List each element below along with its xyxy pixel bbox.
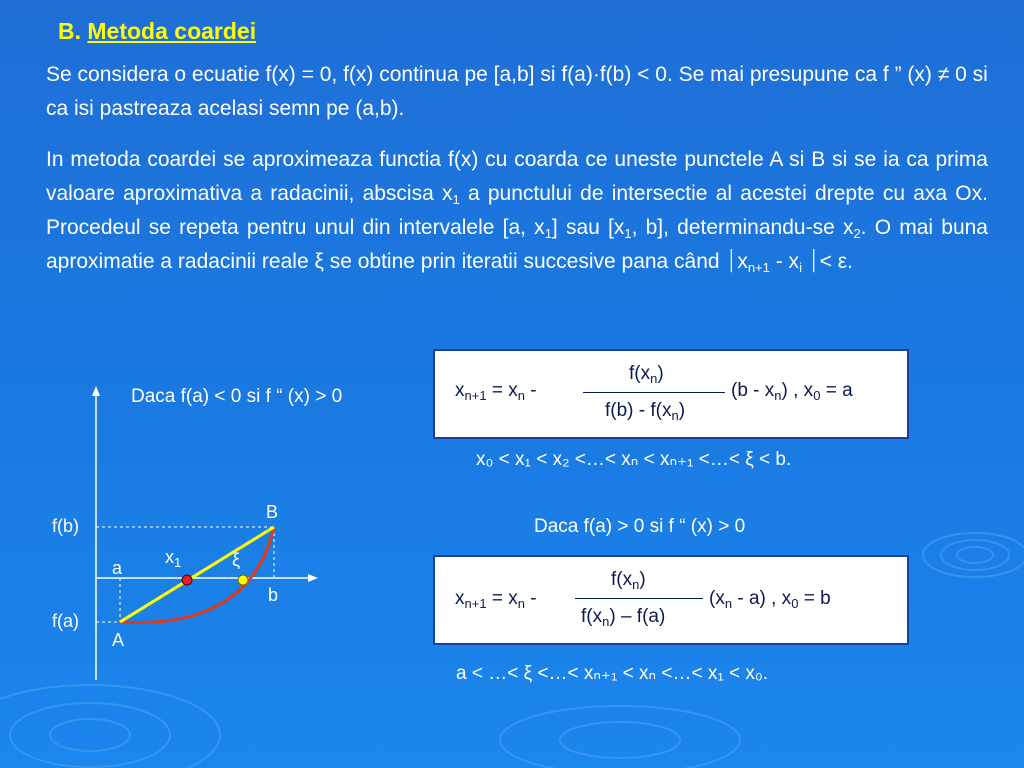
x-axis-arrow [308,574,318,582]
formula2-lhs: $x_{n+1} = x_n$ - [455,588,537,611]
title-prefix: B. [58,18,81,44]
formula2-tail: $(x_n - a)$ , $x_0 = b$ [709,588,831,611]
label-A: A [112,630,125,650]
formula1-denominator: $f(b) - f(x_n)$ [605,400,686,423]
label-B: B [266,502,279,522]
formula2-numerator: $f(x_n)$ [611,569,646,592]
label-fb: f(b) [52,516,79,536]
chord-line [120,527,274,622]
inequality-chain-2: a < …< ξ <…< xₙ₊₁ < xₙ <…< x₁ < x₀. [456,663,769,684]
label-xi: ξ [232,550,241,570]
formula1-tail: $(b - x_n)$ , $x_0 = a$ [731,380,853,403]
label-x1: $x_1$ [165,547,182,570]
paragraph-intro: Se considera o ecuatie f(x) = 0, f(x) continua pe [a,b] si f(a)·f(b) < 0. Se mai presupune ca f ” (x) ≠ 0 si ca isi pastreaza acelasi semn pe (a,b). [46,63,988,120]
label-a: a [112,558,123,578]
y-axis-arrow [92,386,100,396]
formula2-denominator: $f(x_n) - f(a)$ [581,606,666,629]
label-b: b [268,585,279,605]
label-fa: f(a) [52,611,79,631]
paragraph-method: In metoda coardei se aproximeaza functia f(x) cu coarda ce uneste punctele A si B si se ia ca prima valoare aproximativa a radacinii, abscisa $x_1$ a punctului de intersectie al acestei drepte cu axa Ox. Procedeul se repeta pentru unul din intervalele [a, $x_1$] sau [$x_1$, b], determinandu-se $x_2$. O mai buna aproximatie a radacinii reale ξ se obtine prin iteratii succesive pana când $⏐x_{n+1} - x_i$ ⏐< ε. [46,148,988,275]
inequality-chain-1: x₀ < x₁ < x₂ <…< xₙ < xₙ₊₁ <…< ξ < b. [476,449,792,470]
xi-point [238,575,248,585]
title-text: Metoda coardei [87,18,257,44]
x1-point [182,575,192,585]
case1-label: Daca f(a) < 0 si f “ (x) > 0 [131,386,343,407]
formula1-numerator: $f(x_n)$ [629,363,664,386]
formula1-lhs: $x_{n+1} = x_n$ - [455,380,537,403]
case2-label: Daca f(a) > 0 si f “ (x) > 0 [534,516,746,537]
